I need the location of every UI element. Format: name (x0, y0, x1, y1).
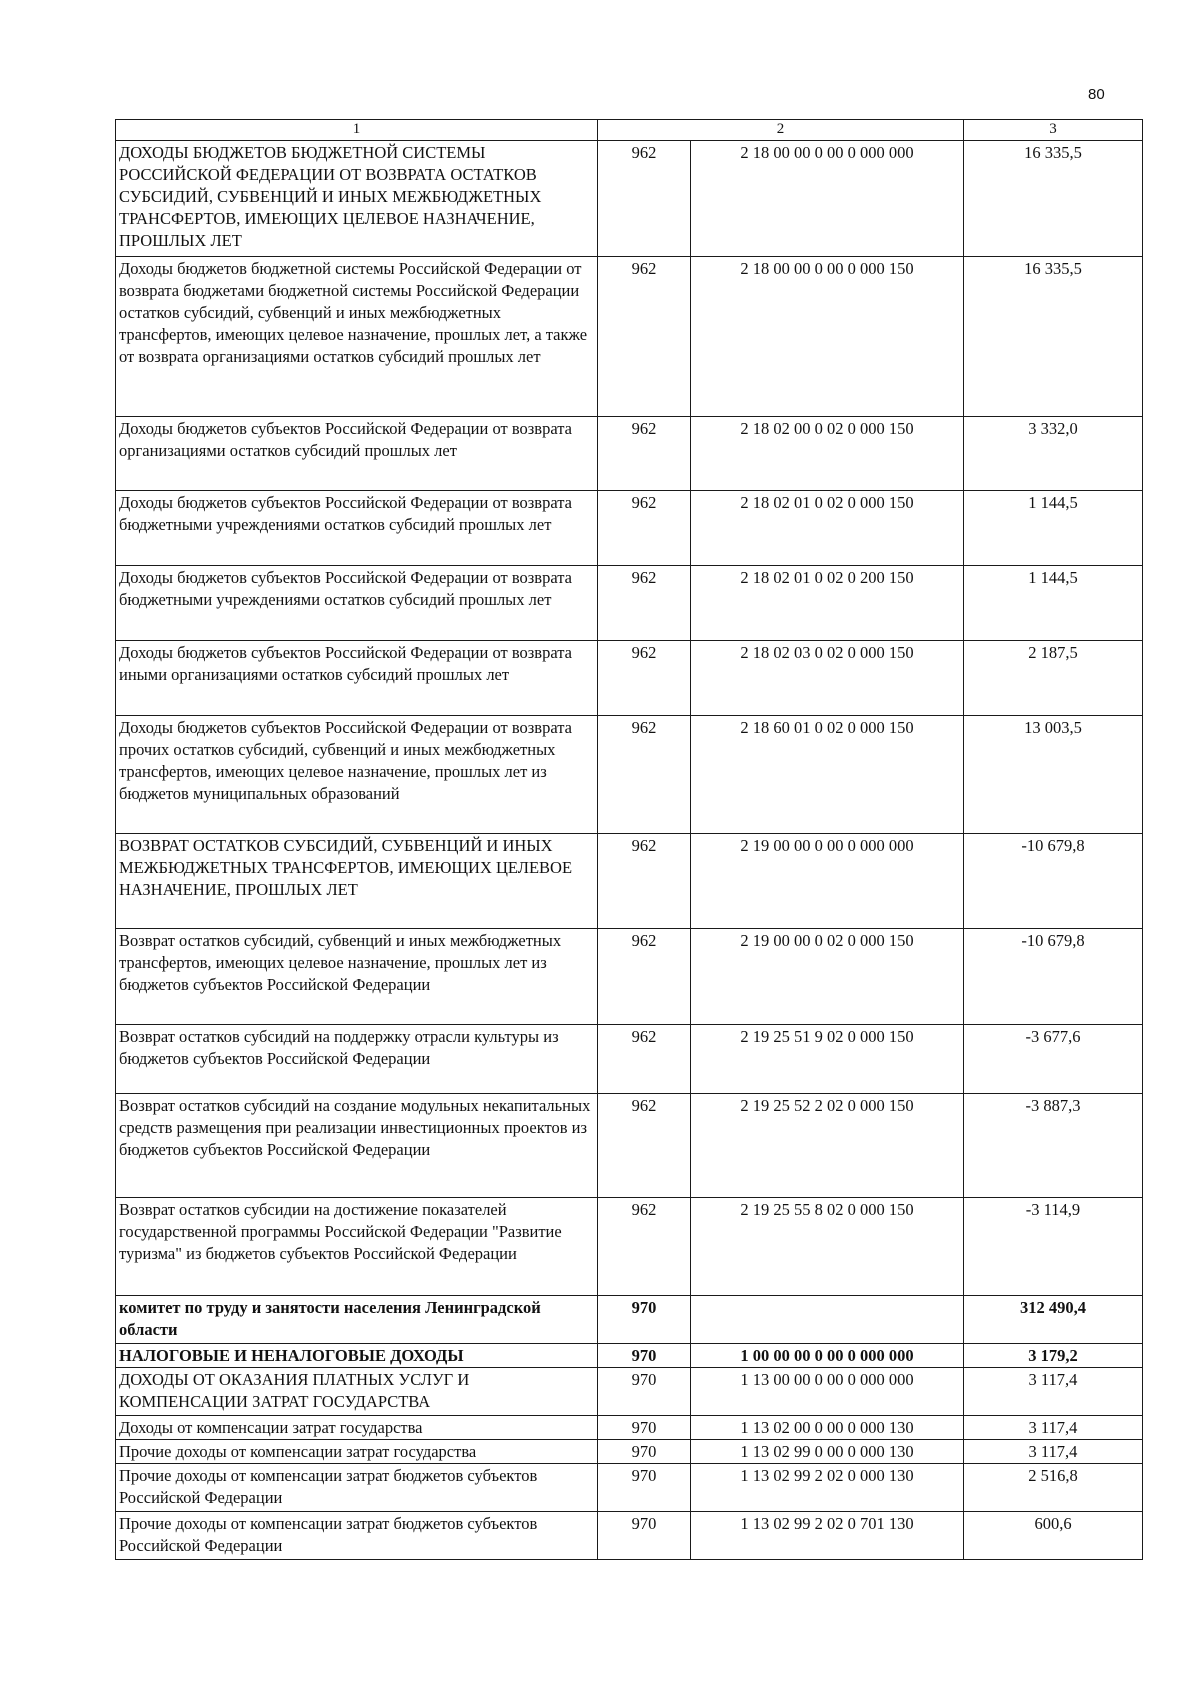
row-amount: 600,6 (964, 1512, 1143, 1560)
row-admin-code: 962 (598, 641, 691, 716)
row-admin-code: 962 (598, 566, 691, 641)
row-admin-code: 962 (598, 1025, 691, 1094)
row-amount: 1 144,5 (964, 491, 1143, 566)
row-revenue-code: 1 13 02 99 2 02 0 701 130 (691, 1512, 964, 1560)
page-number: 80 (1088, 86, 1105, 103)
table-row (116, 1464, 1143, 1512)
row-revenue-code: 2 18 00 00 0 00 0 000 000 (691, 141, 964, 257)
header-col-1: 1 (116, 120, 598, 141)
table-row (116, 1025, 1143, 1094)
row-name: Прочие доходы от компенсации затрат бюджетов субъектов Российской Федерации (116, 1512, 598, 1560)
row-admin-code: 962 (598, 929, 691, 1025)
row-amount: 16 335,5 (964, 141, 1143, 257)
row-revenue-code (691, 1296, 964, 1344)
row-amount: -10 679,8 (964, 834, 1143, 929)
table-row (116, 417, 1143, 491)
row-name: Возврат остатков субсидий на поддержку отрасли культуры из бюджетов субъектов Российской Федерации (116, 1025, 598, 1094)
row-amount: -10 679,8 (964, 929, 1143, 1025)
row-revenue-code: 2 19 00 00 0 00 0 000 000 (691, 834, 964, 929)
header-col-2: 2 (598, 120, 964, 141)
table-row (116, 1344, 1143, 1368)
table-row (116, 1512, 1143, 1560)
row-amount: 3 332,0 (964, 417, 1143, 491)
table-row (116, 257, 1143, 417)
row-amount: -3 677,6 (964, 1025, 1143, 1094)
row-amount: 2 187,5 (964, 641, 1143, 716)
row-revenue-code: 1 13 02 00 0 00 0 000 130 (691, 1416, 964, 1440)
table-row (116, 491, 1143, 566)
row-admin-code: 970 (598, 1416, 691, 1440)
row-admin-code: 970 (598, 1296, 691, 1344)
row-name: Доходы бюджетов субъектов Российской Федерации от возврата бюджетными учреждениями остатков субсидий прошлых лет (116, 491, 598, 566)
row-admin-code: 962 (598, 417, 691, 491)
row-name: Доходы бюджетов субъектов Российской Федерации от возврата организациями остатков субсидий прошлых лет (116, 417, 598, 491)
table-row (116, 1416, 1143, 1440)
row-revenue-code: 2 19 00 00 0 02 0 000 150 (691, 929, 964, 1025)
table-row (116, 1368, 1143, 1416)
row-admin-code: 970 (598, 1512, 691, 1560)
row-revenue-code: 2 18 02 01 0 02 0 200 150 (691, 566, 964, 641)
row-admin-code: 970 (598, 1344, 691, 1368)
row-revenue-code: 2 18 02 00 0 02 0 000 150 (691, 417, 964, 491)
row-revenue-code: 1 13 02 99 2 02 0 000 130 (691, 1464, 964, 1512)
row-admin-code: 962 (598, 834, 691, 929)
row-amount: 3 117,4 (964, 1440, 1143, 1464)
row-amount: 3 117,4 (964, 1368, 1143, 1416)
row-name: Прочие доходы от компенсации затрат государства (116, 1440, 598, 1464)
table-row (116, 566, 1143, 641)
table-row (116, 641, 1143, 716)
row-revenue-code: 1 13 00 00 0 00 0 000 000 (691, 1368, 964, 1416)
table-row (116, 834, 1143, 929)
row-name: Доходы бюджетов субъектов Российской Федерации от возврата прочих остатков субсидий, субвенций и иных межбюджетных трансфертов, имеющих целевое назначение, прошлых лет из бюджетов муниципальных образований (116, 716, 598, 834)
row-name: Доходы бюджетов субъектов Российской Федерации от возврата бюджетными учреждениями остатков субсидий прошлых лет (116, 566, 598, 641)
row-admin-code: 970 (598, 1464, 691, 1512)
row-name: Доходы от компенсации затрат государства (116, 1416, 598, 1440)
revenue-table (115, 119, 1143, 1560)
row-revenue-code: 2 18 00 00 0 00 0 000 150 (691, 257, 964, 417)
row-amount: 13 003,5 (964, 716, 1143, 834)
row-revenue-code: 2 18 02 01 0 02 0 000 150 (691, 491, 964, 566)
row-revenue-code: 2 18 60 01 0 02 0 000 150 (691, 716, 964, 834)
row-amount: 1 144,5 (964, 566, 1143, 641)
row-name: Прочие доходы от компенсации затрат бюджетов субъектов Российской Федерации (116, 1464, 598, 1512)
row-name: ДОХОДЫ БЮДЖЕТОВ БЮДЖЕТНОЙ СИСТЕМЫ РОССИЙСКОЙ ФЕДЕРАЦИИ ОТ ВОЗВРАТА ОСТАТКОВ СУБСИДИЙ, СУБВЕНЦИЙ И ИНЫХ МЕЖБЮДЖЕТНЫХ ТРАНСФЕРТОВ, ИМЕЮЩИХ ЦЕЛЕВОЕ НАЗНАЧЕНИЕ, ПРОШЛЫХ ЛЕТ (116, 141, 598, 257)
row-name: НАЛОГОВЫЕ И НЕНАЛОГОВЫЕ ДОХОДЫ (116, 1344, 598, 1368)
table-row (116, 1296, 1143, 1344)
row-name: Доходы бюджетов бюджетной системы Российской Федерации от возврата бюджетами бюджетной системы Российской Федерации остатков субсидий, субвенций и иных межбюджетных трансфертов, имеющих целевое назначение, прошлых лет, а также от возврата организациями остатков субсидий прошлых лет (116, 257, 598, 417)
table-row (116, 1094, 1143, 1198)
row-admin-code: 962 (598, 1198, 691, 1296)
row-admin-code: 962 (598, 491, 691, 566)
row-admin-code: 962 (598, 716, 691, 834)
row-revenue-code: 2 19 25 51 9 02 0 000 150 (691, 1025, 964, 1094)
row-name: ВОЗВРАТ ОСТАТКОВ СУБСИДИЙ, СУБВЕНЦИЙ И ИНЫХ МЕЖБЮДЖЕТНЫХ ТРАНСФЕРТОВ, ИМЕЮЩИХ ЦЕЛЕВОЕ НАЗНАЧЕНИЕ, ПРОШЛЫХ ЛЕТ (116, 834, 598, 929)
header-col-3: 3 (964, 120, 1143, 141)
row-revenue-code: 2 19 25 55 8 02 0 000 150 (691, 1198, 964, 1296)
row-amount: -3 887,3 (964, 1094, 1143, 1198)
header-row (116, 120, 1143, 141)
row-amount: 312 490,4 (964, 1296, 1143, 1344)
row-name: Возврат остатков субсидии на достижение показателей государственной программы Российской Федерации "Развитие туризма" из бюджетов субъектов Российской Федерации (116, 1198, 598, 1296)
row-revenue-code: 1 00 00 00 0 00 0 000 000 (691, 1344, 964, 1368)
row-amount: 2 516,8 (964, 1464, 1143, 1512)
row-amount: 3 117,4 (964, 1416, 1143, 1440)
row-revenue-code: 2 19 25 52 2 02 0 000 150 (691, 1094, 964, 1198)
row-amount: 16 335,5 (964, 257, 1143, 417)
table-row (116, 1440, 1143, 1464)
table-row (116, 141, 1143, 257)
row-name: Возврат остатков субсидий на создание модульных некапитальных средств размещения при реализации инвестиционных проектов из бюджетов субъектов Российской Федерации (116, 1094, 598, 1198)
row-revenue-code: 2 18 02 03 0 02 0 000 150 (691, 641, 964, 716)
row-admin-code: 962 (598, 141, 691, 257)
row-amount: 3 179,2 (964, 1344, 1143, 1368)
row-admin-code: 970 (598, 1368, 691, 1416)
row-name: ДОХОДЫ ОТ ОКАЗАНИЯ ПЛАТНЫХ УСЛУГ И КОМПЕНСАЦИИ ЗАТРАТ ГОСУДАРСТВА (116, 1368, 598, 1416)
table-row (116, 1198, 1143, 1296)
row-name: Доходы бюджетов субъектов Российской Федерации от возврата иными организациями остатков субсидий прошлых лет (116, 641, 598, 716)
row-admin-code: 962 (598, 1094, 691, 1198)
row-name: комитет по труду и занятости населения Ленинградской области (116, 1296, 598, 1344)
row-admin-code: 970 (598, 1440, 691, 1464)
table-row (116, 716, 1143, 834)
row-name: Возврат остатков субсидий, субвенций и иных межбюджетных трансфертов, имеющих целевое назначение, прошлых лет из бюджетов субъектов Российской Федерации (116, 929, 598, 1025)
table-row (116, 929, 1143, 1025)
row-admin-code: 962 (598, 257, 691, 417)
row-revenue-code: 1 13 02 99 0 00 0 000 130 (691, 1440, 964, 1464)
row-amount: -3 114,9 (964, 1198, 1143, 1296)
